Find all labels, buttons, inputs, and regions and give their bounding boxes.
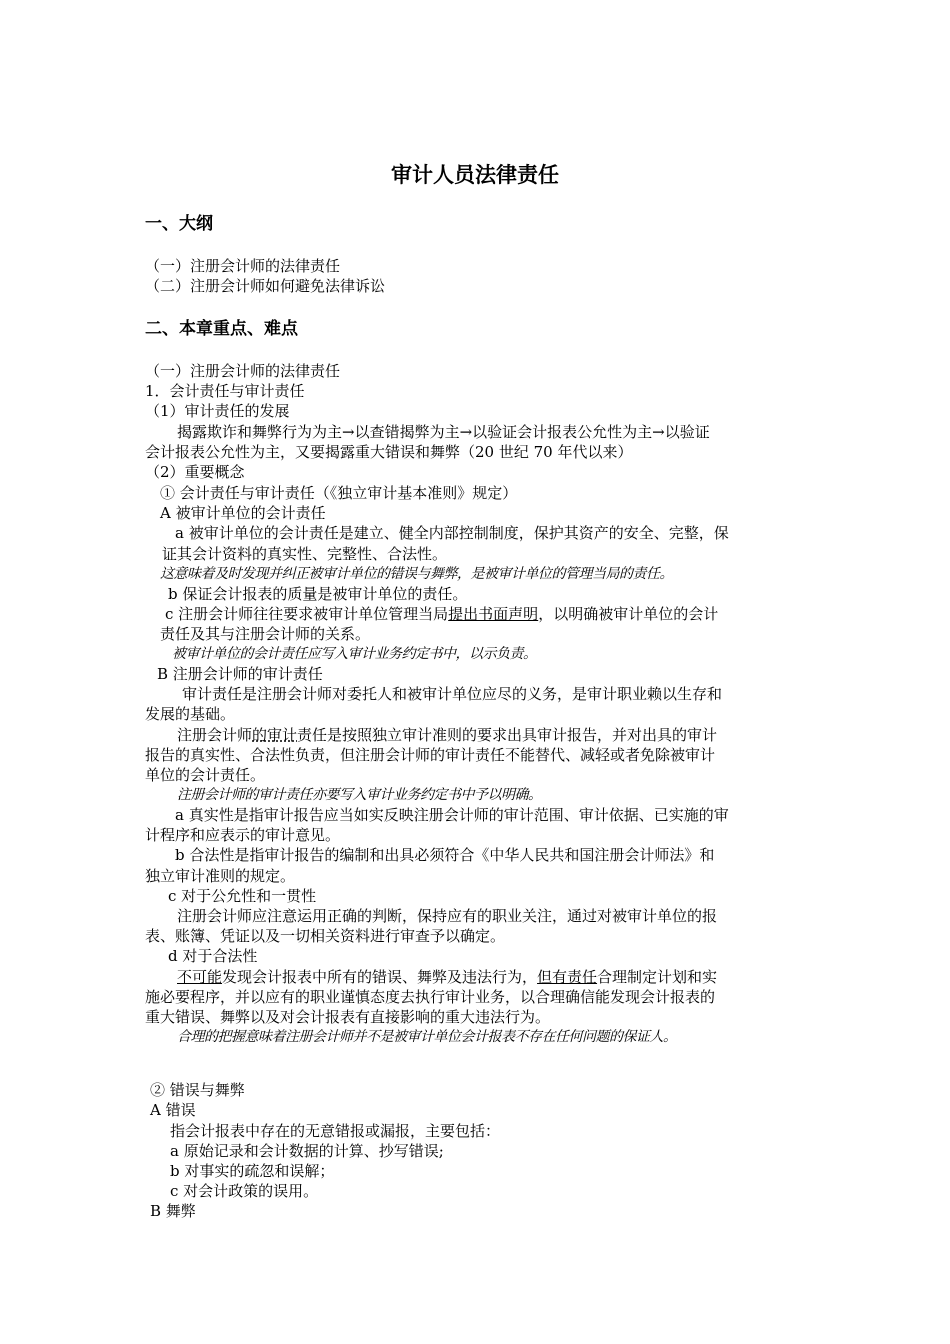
annotation-note: 合理的把握意味着注册会计师并不是被审计单位会计报表不存在任何问题的保证人。 (177, 1029, 677, 1045)
paragraph-line: a 被审计单位的会计责任是建立、健全内部控制制度，保护其资产的安全、完整，保 (175, 524, 729, 542)
paragraph-line: 会计报表公允性为主，又要揭露重大错误和舞弊（20 世纪 70 年代以来） (145, 443, 633, 461)
paragraph-line: 揭露欺诈和舞弊行为为主→以查错揭弊为主→以验证会计报表公允性为主→以验证 (177, 423, 710, 441)
paragraph-line: 计程序和应表示的审计意见。 (145, 826, 341, 844)
text-run: c 注册会计师往往要求被审计单位管理当局 (165, 605, 449, 623)
paragraph-line: b 对事实的疏忽和误解； (170, 1162, 335, 1180)
paragraph-line: B 注册会计师的审计责任 (157, 665, 323, 683)
underlined-text: 不可能 (177, 968, 223, 986)
underlined-text: 但有责任 (537, 968, 598, 986)
text-run: ，以明确被审计单位的会计 (538, 605, 719, 623)
annotation-note: 注册会计师的审计责任亦要写入审计业务约定书中予以明确。 (177, 787, 542, 803)
paragraph-line: ① 会计责任与审计责任（《独立审计基本准则》规定） (160, 484, 518, 502)
paragraph-line: b 合法性是指审计报告的编制和出具必须符合《中华人民共和国注册会计师法》和 (175, 846, 715, 864)
paragraph-line: （一）注册会计师的法律责任 (145, 362, 341, 380)
paragraph-line: ② 错误与舞弊 (150, 1081, 245, 1099)
paragraph-line: b 保证会计报表的质量是被审计单位的责任。 (168, 585, 468, 603)
paragraph-line: a 真实性是指审计报告应当如实反映注册会计师的审计范围、审计依据、已实施的审 (175, 806, 729, 824)
paragraph-line: （2）重要概念 (145, 463, 245, 481)
paragraph-line: 责任及其与注册会计师的关系。 (160, 625, 371, 643)
paragraph-line: 报告的真实性、合法性负责，但注册会计师的审计责任不能替代、减轻或者免除被审计 (145, 746, 716, 764)
paragraph-line (165, 604, 718, 624)
paragraph-line: a 原始记录和会计数据的计算、抄写错误; (170, 1142, 444, 1160)
annotation-note: 这意味着及时发现并纠正被审计单位的错误与舞弊，是被审计单位的管理当局的责任。 (160, 566, 673, 582)
outline-item: （二）注册会计师如何避免法律诉讼 (145, 277, 386, 295)
paragraph-line: 施必要程序，并以应有的职业谨慎态度去执行审计业务，以合理确信能发现会计报表的 (145, 988, 716, 1006)
paragraph-line: c 对会计政策的误用。 (170, 1182, 319, 1200)
paragraph-line: d 对于合法性 (168, 947, 258, 965)
paragraph-line: 审计责任是注册会计师对委托人和被审计单位应尽的义务，是审计职业赖以生存和 (182, 685, 723, 703)
outline-item: （一）注册会计师的法律责任 (145, 257, 341, 275)
paragraph-line: 注册会计师应注意运用正确的判断，保持应有的职业关注，通过对被审计单位的报 (177, 907, 718, 925)
underlined-text: 提出书面声明 (448, 605, 539, 623)
text-run: 合理制定计划和实 (597, 968, 718, 986)
text-run: 责任是按照独立审计准则的要求出具审计报告，并对出具的审计 (297, 726, 718, 744)
paragraph-line: 表、账簿、凭证以及一切相关资料进行审查予以确定。 (145, 927, 506, 945)
text-run: 发现会计报表中所有的错误、舞弊及违法行为， (222, 968, 538, 986)
paragraph-line: 证其会计资料的真实性、完整性、合法性。 (162, 545, 448, 563)
paragraph-line: A 错误 (150, 1101, 196, 1119)
annotation-note: 被审计单位的会计责任应写入审计业务约定书中，以示负责。 (172, 646, 537, 662)
paragraph-line: B 舞弊 (150, 1202, 196, 1220)
paragraph-line: 独立审计准则的规定。 (145, 867, 296, 885)
paragraph-line: 重大错误、舞弊以及对会计报表有直接影响的重大违法行为。 (145, 1008, 551, 1026)
emphasis-text: 的审计 (252, 726, 298, 744)
paragraph-line (177, 725, 717, 745)
paragraph-line: 指会计报表中存在的无意错报或漏报，主要包括： (170, 1122, 501, 1140)
paragraph-line: 发展的基础。 (145, 705, 236, 723)
paragraph-line: 单位的会计责任。 (145, 766, 266, 784)
document-title: 审计人员法律责任 (391, 163, 559, 187)
section-heading-key-points: 二、本章重点、难点 (145, 319, 298, 339)
section-heading-outline: 一、大纲 (145, 214, 213, 234)
paragraph-line: A 被审计单位的会计责任 (160, 504, 326, 522)
paragraph-line: c 对于公允性和一贯性 (168, 887, 317, 905)
paragraph-line: 1．会计责任与审计责任 (145, 382, 305, 400)
text-run: 注册会计师 (177, 726, 253, 744)
paragraph-line: （1）审计责任的发展 (145, 402, 290, 420)
paragraph-line (177, 967, 717, 987)
